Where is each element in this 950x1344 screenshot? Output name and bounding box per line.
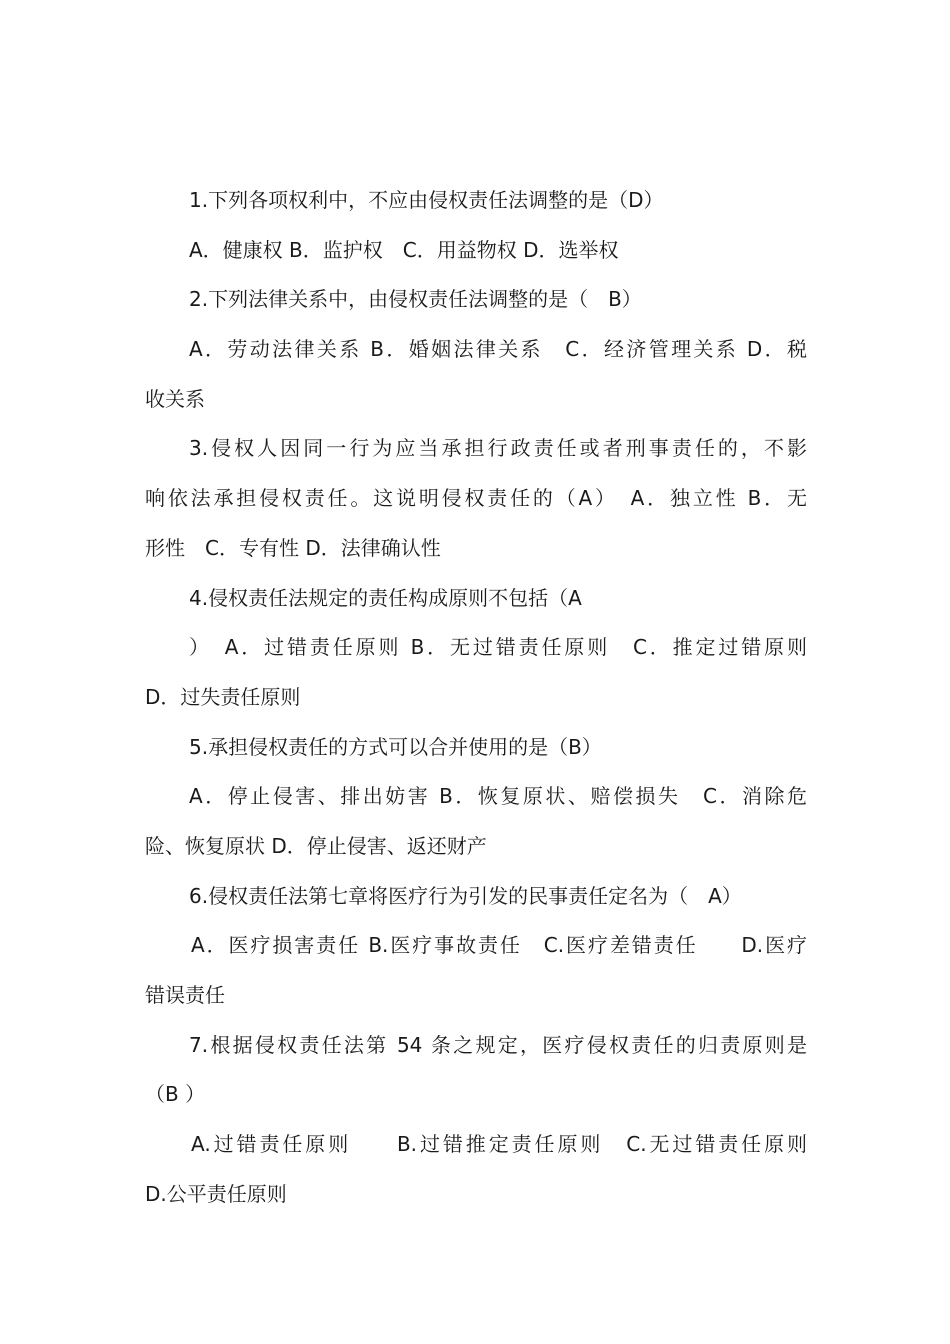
- text-line: A．医疗损害责任 B.医疗事故责任 C.医疗差错责任 D.医疗: [191, 933, 807, 958]
- text-line: A.过错责任原则 B.过错推定责任原则 C.无过错责任原则: [191, 1132, 807, 1157]
- text-line: 响依法承担侵权责任。这说明侵权责任的（A） A．独立性 B．无: [145, 486, 807, 511]
- text-line: 4.侵权责任法规定的责任构成原则不包括（A: [189, 585, 582, 610]
- text-line: 6.侵权责任法第七章将医疗行为引发的民事责任定名为（ A）: [189, 883, 742, 908]
- text-line: 错误责任: [145, 983, 225, 1007]
- text-line: 7.根据侵权责任法第 54 条之规定，医疗侵权责任的归责原则是: [189, 1032, 807, 1057]
- text-line: 1.下列各项权利中，不应由侵权责任法调整的是（D）: [189, 188, 664, 212]
- text-line: 收关系: [145, 386, 205, 411]
- text-line: D．过失责任原则: [145, 684, 301, 709]
- text-line: A．停止侵害、排出妨害 B．恢复原状、赔偿损失 C．消除危: [189, 784, 807, 809]
- text-line: 5.承担侵权责任的方式可以合并使用的是（B）: [189, 734, 602, 759]
- text-line: （B ）: [145, 1082, 206, 1107]
- text-line: 2.下列法律关系中，由侵权责任法调整的是（ B）: [189, 287, 642, 312]
- text-line: A．健康权 B．监护权 C．用益物权 D．选举权: [189, 237, 619, 262]
- document-body: [145, 176, 807, 1219]
- text-line: 险、恢复原状 D．停止侵害、返还财产: [145, 833, 487, 858]
- text-line: A．劳动法律关系 B．婚姻法律关系 C．经济管理关系 D．税: [189, 337, 807, 362]
- text-line: 形性 C．专有性 D．法律确认性: [145, 535, 441, 560]
- text-line: ） A．过错责任原则 B．无过错责任原则 C．推定过错原则: [189, 635, 807, 660]
- text-line: D.公平责任原则: [145, 1181, 287, 1206]
- text-line: 3.侵权人因同一行为应当承担行政责任或者刑事责任的，不影: [189, 436, 807, 461]
